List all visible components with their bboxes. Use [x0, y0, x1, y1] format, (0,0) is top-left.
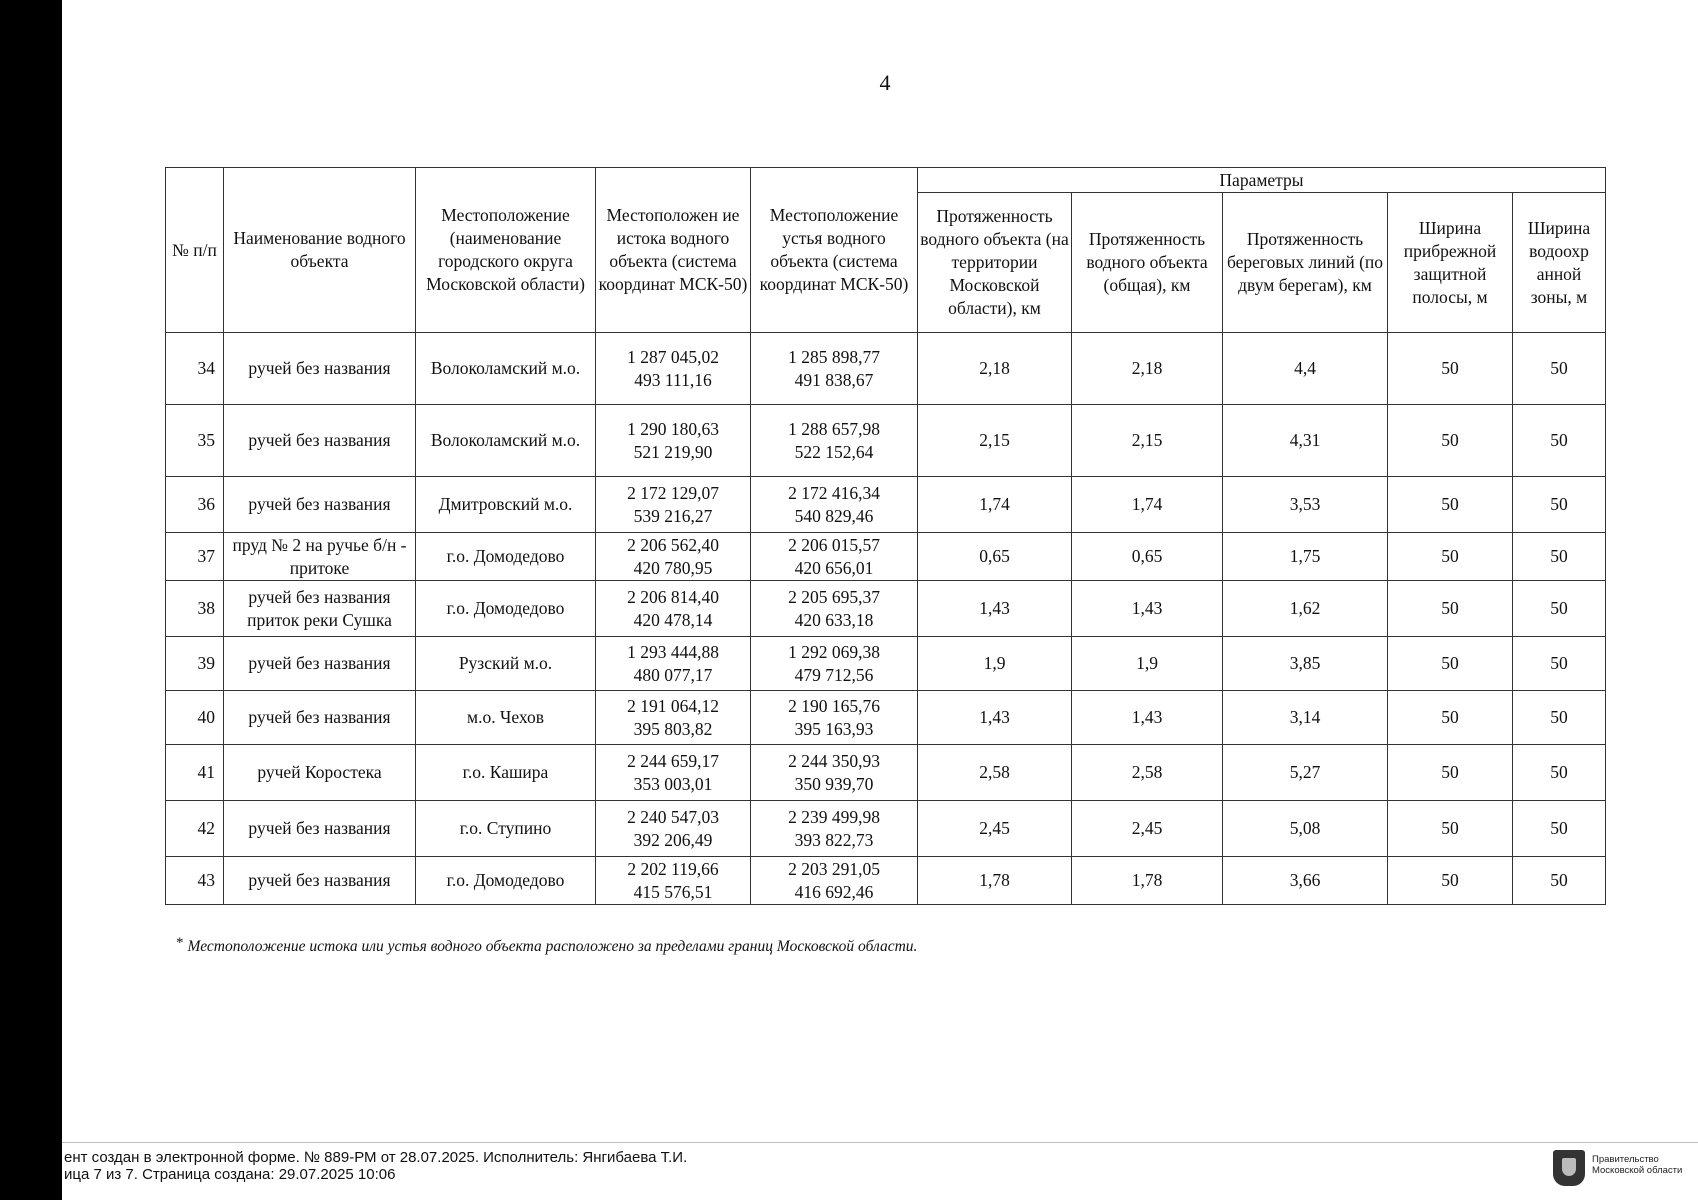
length-mo: 1,74: [979, 494, 1010, 514]
shore-length: 1,75: [1289, 546, 1321, 566]
source-y: 395 803,82: [633, 718, 713, 739]
table-row: [166, 477, 1606, 533]
shore-length: 4,4: [1294, 358, 1316, 378]
location-cell: [416, 745, 596, 801]
shore-length: 4,31: [1289, 430, 1321, 450]
row-number: 42: [197, 818, 215, 838]
coastal-width-cell: [1388, 477, 1513, 533]
edoc-stamp-line-2: ица 7 из 7. Страница создана: 29.07.2025 10:06: [64, 1166, 396, 1183]
shore-length-cell: [1223, 405, 1388, 477]
source-x: 2 206 562,40: [627, 534, 719, 555]
table-row: [166, 857, 1606, 905]
object-name: ручей без названия приток реки Сушка: [247, 586, 392, 630]
object-location: м.о. Чехов: [467, 707, 544, 727]
object-location: Дмитровский м.о.: [438, 494, 573, 514]
source-coords-cell: [596, 333, 751, 405]
object-location: г.о. Домодедово: [446, 598, 565, 618]
coastal-width: 50: [1441, 762, 1459, 782]
mouth-y: 491 838,67: [794, 369, 874, 390]
protect-width: 50: [1550, 707, 1568, 727]
length-mo-cell: [918, 801, 1072, 857]
mouth-coords-cell: [751, 801, 918, 857]
protect-width-cell: [1513, 801, 1606, 857]
length-mo: 1,43: [979, 598, 1010, 618]
coastal-width: 50: [1441, 870, 1459, 890]
object-name: ручей без названия: [248, 430, 391, 450]
mouth-coords-cell: [751, 637, 918, 691]
num-cell: [166, 637, 224, 691]
length-mo-cell: [918, 637, 1072, 691]
length-mo-cell: [918, 745, 1072, 801]
location-cell: [416, 333, 596, 405]
coastal-width-cell: [1388, 801, 1513, 857]
object-name: ручей без названия: [248, 358, 391, 378]
shore-length-cell: [1223, 581, 1388, 637]
length-total: 2,18: [1131, 358, 1163, 378]
table-row: [166, 581, 1606, 637]
source-y: 480 077,17: [633, 664, 713, 685]
protect-width: 50: [1550, 358, 1568, 378]
shore-length: 5,08: [1289, 818, 1321, 838]
mouth-y: 350 939,70: [794, 773, 874, 794]
length-total: 0,65: [1131, 546, 1163, 566]
length-total: 1,43: [1131, 598, 1163, 618]
coastal-width: 50: [1441, 358, 1459, 378]
protect-width-cell: [1513, 745, 1606, 801]
source-x: 2 202 119,66: [627, 858, 719, 879]
mouth-x: 2 203 291,05: [788, 858, 880, 879]
source-coords-cell: [596, 857, 751, 905]
num-cell: [166, 801, 224, 857]
mouth-coords-cell: [751, 745, 918, 801]
mouth-y: 393 822,73: [794, 829, 874, 850]
source-y: 392 206,49: [633, 829, 713, 850]
length-mo: 2,15: [979, 430, 1010, 450]
source-x: 2 240 547,03: [627, 806, 719, 827]
length-total-cell: [1072, 745, 1223, 801]
coastal-width: 50: [1441, 546, 1459, 566]
mouth-coords-cell: [751, 581, 918, 637]
coastal-width: 50: [1441, 494, 1459, 514]
header-source: Местоположен ие истока водного объекта (система координат МСК-50): [596, 168, 751, 333]
location-cell: [416, 477, 596, 533]
mouth-x: 2 244 350,93: [788, 750, 880, 771]
edoc-stamp-line-1: ент создан в электронной форме. № 889-РМ от 28.07.2025. Исполнитель: Янгибаева Т.И.: [64, 1149, 688, 1166]
table-row: [166, 745, 1606, 801]
mouth-y: 540 829,46: [794, 505, 874, 526]
object-location: г.о. Ступино: [459, 818, 552, 838]
mouth-y: 522 152,64: [794, 441, 874, 462]
object-location: г.о. Домодедово: [446, 870, 565, 890]
shore-length: 3,53: [1289, 494, 1321, 514]
source-y: 521 219,90: [633, 441, 713, 462]
name-cell: [224, 477, 416, 533]
length-mo-cell: [918, 477, 1072, 533]
length-total: 2,58: [1131, 762, 1163, 782]
protect-width-cell: [1513, 691, 1606, 745]
mouth-y: 420 656,01: [794, 557, 874, 578]
location-cell: [416, 801, 596, 857]
num-cell: [166, 857, 224, 905]
coastal-width-cell: [1388, 637, 1513, 691]
source-y: 415 576,51: [633, 881, 713, 902]
length-total-cell: [1072, 405, 1223, 477]
mouth-y: 420 633,18: [794, 609, 874, 630]
length-mo-cell: [918, 333, 1072, 405]
object-name: ручей Коростека: [257, 762, 382, 782]
row-number: 43: [197, 870, 215, 890]
shore-length: 5,27: [1289, 762, 1321, 782]
mouth-x: 1 292 069,38: [788, 641, 880, 662]
length-mo-cell: [918, 581, 1072, 637]
footnote-mark: *: [176, 935, 184, 951]
protect-width-cell: [1513, 637, 1606, 691]
shore-length-cell: [1223, 637, 1388, 691]
length-mo: 2,18: [979, 358, 1010, 378]
shore-length-cell: [1223, 691, 1388, 745]
footnote: [176, 935, 917, 956]
coastal-width: 50: [1441, 598, 1459, 618]
object-name: ручей без названия: [248, 870, 391, 890]
name-cell: [224, 637, 416, 691]
row-number: 40: [197, 707, 215, 727]
protect-width: 50: [1550, 494, 1568, 514]
header-length-total: Протяженность водного объекта (общая), км: [1072, 193, 1223, 333]
protect-width-cell: [1513, 333, 1606, 405]
source-coords-cell: [596, 801, 751, 857]
length-total: 1,78: [1131, 870, 1163, 890]
num-cell: [166, 333, 224, 405]
location-cell: [416, 691, 596, 745]
page-number: 4: [879, 70, 891, 95]
row-number: 39: [197, 653, 215, 673]
mouth-y: 395 163,93: [794, 718, 874, 739]
protect-width-cell: [1513, 857, 1606, 905]
shore-length-cell: [1223, 333, 1388, 405]
source-coords-cell: [596, 691, 751, 745]
header-mouth: Местоположение устья водного объекта (система координат МСК-50): [751, 168, 918, 333]
source-y: 493 111,16: [634, 369, 712, 390]
length-mo-cell: [918, 405, 1072, 477]
mouth-x: 1 288 657,98: [788, 418, 880, 439]
source-x: 1 293 444,88: [627, 641, 719, 662]
header-coastal-width: Ширина прибрежной защитной полосы, м: [1388, 193, 1513, 333]
object-name: пруд № 2 на ручье б/н - притоке: [232, 534, 407, 578]
coastal-width: 50: [1441, 430, 1459, 450]
name-cell: [224, 581, 416, 637]
row-number: 34: [197, 358, 215, 378]
length-mo-cell: [918, 533, 1072, 581]
length-total: 1,43: [1131, 707, 1163, 727]
protect-width: 50: [1550, 762, 1568, 782]
length-total-cell: [1072, 533, 1223, 581]
source-x: 2 191 064,12: [627, 695, 719, 716]
object-name: ручей без названия: [248, 818, 391, 838]
mouth-coords-cell: [751, 691, 918, 745]
scan-edge-strip: [0, 0, 62, 1200]
row-number: 41: [197, 762, 215, 782]
name-cell: [224, 405, 416, 477]
mouth-x: 2 206 015,57: [788, 534, 880, 555]
shore-length-cell: [1223, 745, 1388, 801]
shore-length: 1,62: [1289, 598, 1321, 618]
coastal-width-cell: [1388, 745, 1513, 801]
object-location: г.о. Кашира: [462, 762, 549, 782]
shore-length-cell: [1223, 533, 1388, 581]
location-cell: [416, 533, 596, 581]
coastal-width: 50: [1441, 818, 1459, 838]
length-total-cell: [1072, 581, 1223, 637]
length-total-cell: [1072, 333, 1223, 405]
header-name: Наименование водного объекта: [224, 168, 416, 333]
shore-length-cell: [1223, 477, 1388, 533]
mouth-x: 2 190 165,76: [788, 695, 880, 716]
coastal-width-cell: [1388, 857, 1513, 905]
length-mo-cell: [918, 691, 1072, 745]
object-name: ручей без названия: [248, 653, 391, 673]
source-x: 2 172 129,07: [627, 482, 719, 503]
mouth-x: 2 239 499,98: [788, 806, 880, 827]
length-total-cell: [1072, 801, 1223, 857]
shore-length: 3,66: [1289, 870, 1321, 890]
header-shore-length: Протяженность береговых линий (по двум берегам), км: [1223, 193, 1388, 333]
header-num: № п/п: [166, 168, 224, 333]
gov-emblem-icon: [1553, 1150, 1585, 1186]
length-mo: 1,43: [979, 707, 1010, 727]
source-coords-cell: [596, 533, 751, 581]
protect-width-cell: [1513, 533, 1606, 581]
length-total: 2,15: [1131, 430, 1163, 450]
header-params: Параметры: [918, 168, 1606, 193]
length-mo: 2,58: [979, 762, 1010, 782]
row-number: 36: [197, 494, 215, 514]
num-cell: [166, 405, 224, 477]
name-cell: [224, 333, 416, 405]
source-x: 2 206 814,40: [627, 586, 719, 607]
shore-length-cell: [1223, 801, 1388, 857]
table-row: [166, 333, 1606, 405]
coastal-width-cell: [1388, 581, 1513, 637]
source-x: 1 290 180,63: [627, 418, 719, 439]
object-location: Волоколамский м.о.: [430, 430, 581, 450]
num-cell: [166, 477, 224, 533]
mouth-y: 479 712,56: [794, 664, 874, 685]
object-location: г.о. Домодедово: [446, 546, 565, 566]
coastal-width: 50: [1441, 653, 1459, 673]
shore-length: 3,14: [1289, 707, 1321, 727]
mouth-x: 2 205 695,37: [788, 586, 880, 607]
location-cell: [416, 405, 596, 477]
source-y: 539 216,27: [633, 505, 713, 526]
table-row: [166, 533, 1606, 581]
protect-width: 50: [1550, 546, 1568, 566]
source-y: 420 780,95: [633, 557, 713, 578]
protect-width: 50: [1550, 598, 1568, 618]
protect-width: 50: [1550, 818, 1568, 838]
object-name: ручей без названия: [248, 707, 391, 727]
protect-width-cell: [1513, 405, 1606, 477]
header-location: Местоположение (наименование городского округа Московской области): [416, 168, 596, 333]
length-total: 1,74: [1131, 494, 1163, 514]
name-cell: [224, 691, 416, 745]
table-row: [166, 637, 1606, 691]
num-cell: [166, 581, 224, 637]
protect-width-cell: [1513, 477, 1606, 533]
source-x: 1 287 045,02: [627, 346, 719, 367]
name-cell: [224, 857, 416, 905]
length-total-cell: [1072, 691, 1223, 745]
num-cell: [166, 691, 224, 745]
name-cell: [224, 801, 416, 857]
coastal-width-cell: [1388, 533, 1513, 581]
shore-length-cell: [1223, 857, 1388, 905]
header-length-mo: Протяженность водного объекта (на территории Московской области), км: [918, 193, 1072, 333]
source-y: 420 478,14: [633, 609, 713, 630]
name-cell: [224, 533, 416, 581]
source-coords-cell: [596, 745, 751, 801]
footnote-text: Местоположение истока или устья водного объекта расположено за пределами границ Московской области.: [187, 938, 918, 955]
length-mo: 1,78: [979, 870, 1010, 890]
shore-length: 3,85: [1289, 653, 1321, 673]
source-coords-cell: [596, 637, 751, 691]
row-number: 38: [197, 598, 215, 618]
row-number: 35: [197, 430, 215, 450]
object-name: ручей без названия: [248, 494, 391, 514]
coastal-width-cell: [1388, 333, 1513, 405]
source-coords-cell: [596, 477, 751, 533]
source-x: 2 244 659,17: [627, 750, 719, 771]
mouth-y: 416 692,46: [794, 881, 874, 902]
protect-width: 50: [1550, 430, 1568, 450]
header-protect-width: Ширина водоохр анной зоны, м: [1513, 193, 1606, 333]
source-coords-cell: [596, 581, 751, 637]
length-total: 1,9: [1136, 653, 1158, 673]
num-cell: [166, 745, 224, 801]
length-total: 2,45: [1131, 818, 1163, 838]
location-cell: [416, 857, 596, 905]
source-y: 353 003,01: [633, 773, 713, 794]
table-row: [166, 801, 1606, 857]
mouth-coords-cell: [751, 857, 918, 905]
coastal-width-cell: [1388, 691, 1513, 745]
protect-width-cell: [1513, 581, 1606, 637]
protect-width: 50: [1550, 870, 1568, 890]
mouth-x: 1 285 898,77: [788, 346, 880, 367]
stamp-divider: [62, 1142, 1698, 1143]
row-number: 37: [197, 546, 215, 566]
length-mo-cell: [918, 857, 1072, 905]
protect-width: 50: [1550, 653, 1568, 673]
mouth-coords-cell: [751, 533, 918, 581]
water-objects-table: [165, 167, 1606, 905]
source-coords-cell: [596, 405, 751, 477]
name-cell: [224, 745, 416, 801]
length-mo: 2,45: [979, 818, 1010, 838]
mouth-coords-cell: [751, 333, 918, 405]
location-cell: [416, 637, 596, 691]
location-cell: [416, 581, 596, 637]
coastal-width: 50: [1441, 707, 1459, 727]
num-cell: [166, 533, 224, 581]
length-total-cell: [1072, 637, 1223, 691]
length-total-cell: [1072, 857, 1223, 905]
length-mo: 1,9: [983, 653, 1006, 673]
length-mo: 0,65: [979, 546, 1010, 566]
mouth-coords-cell: [751, 477, 918, 533]
table-row: [166, 405, 1606, 477]
table-row: [166, 691, 1606, 745]
object-location: Волоколамский м.о.: [430, 358, 581, 378]
length-total-cell: [1072, 477, 1223, 533]
gov-stamp-name: Правительство Московской области: [1592, 1154, 1683, 1176]
mouth-x: 2 172 416,34: [788, 482, 880, 503]
mouth-coords-cell: [751, 405, 918, 477]
coastal-width-cell: [1388, 405, 1513, 477]
object-location: Рузский м.о.: [458, 653, 553, 673]
